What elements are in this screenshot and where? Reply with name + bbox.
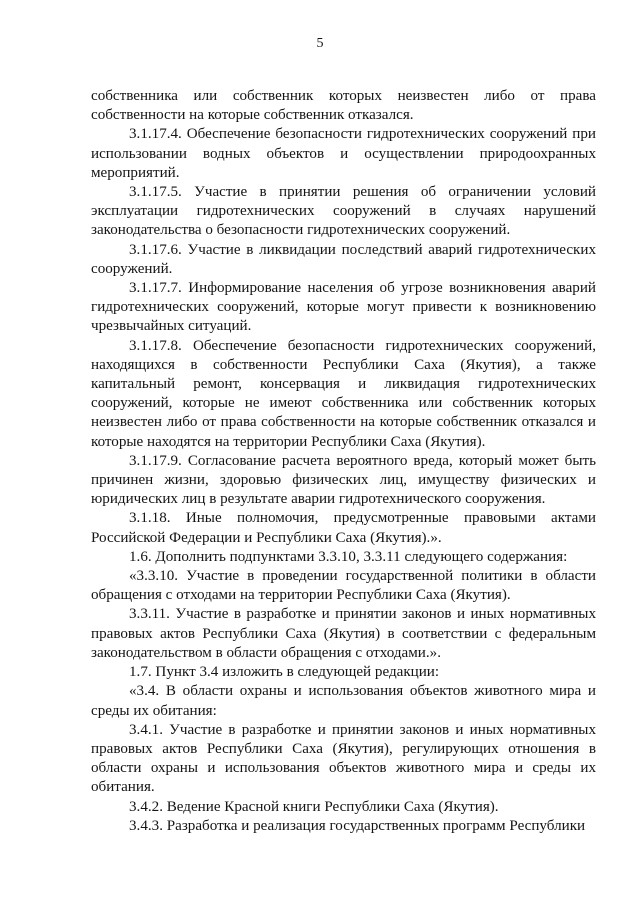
paragraph-3-1-17-5: 3.1.17.5. Участие в принятии решения об ограничении условий эксплуатации гидротехнических сооружений в случаях нарушений законодательства о безопасности гидротехнических сооружений. [91, 184, 596, 239]
paragraph-1-7: 1.7. Пункт 3.4 изложить в следующей редакции: [129, 664, 440, 681]
paragraph-3-4-2: 3.4.2. Ведение Красной книги Республики Саха (Якутия). [129, 798, 499, 815]
paragraph-3-1-17-6: 3.1.17.6. Участие в ликвидации последствий аварий гидротехнических сооружений. [91, 241, 596, 277]
paragraph-3-1-17-7: 3.1.17.7. Информирование населения об угрозе возникновения аварий гидротехнических сооружений, которые могут привести к возникновению чрезвычайных ситуаций. [91, 280, 596, 335]
paragraph-3-3-11: 3.3.11. Участие в разработке и принятии законов и иных нормативных правовых актов Республики Саха (Якутия) в соответствии с федеральным законодательством в области обращения с отходами.». [91, 606, 596, 661]
paragraph-3-4: «3.4. В области охраны и использования объектов животного мира и среды их обитания: [91, 683, 596, 719]
page-number: 5 [316, 36, 324, 51]
document-body [91, 87, 596, 836]
paragraph-3-4-1: 3.4.1. Участие в разработке и принятии законов и иных нормативных правовых актов Республики Саха (Якутия), регулирующих отношения в области охраны и использования объектов животного мира и среды их обитания. [91, 721, 596, 796]
paragraph-3-4-3: 3.4.3. Разработка и реализация государственных программ Республики [129, 817, 586, 834]
paragraph-continuation: собственника или собственник которых неизвестен либо от права собственности на которые собственник отказался. [91, 88, 596, 124]
paragraph-3-1-17-4: 3.1.17.4. Обеспечение безопасности гидротехнических сооружений при использовании водных объектов и осуществлении природоохранных мероприятий. [91, 126, 596, 181]
paragraph-3-1-17-8: 3.1.17.8. Обеспечение безопасности гидротехнических сооружений, находящихся в собственности Республики Саха (Якутия), а также капитальный ремонт, консервация и ликвидация гидротехнических сооружений, которые не имеют собственника или собственник которых неизвестен либо от права собственности на которые собственник отказался и которые находятся на территории Республики Саха (Якутия). [91, 337, 596, 450]
paragraph-1-6: 1.6. Дополнить подпунктами 3.3.10, 3.3.11 следующего содержания: [129, 548, 568, 565]
paragraph-3-1-17-9: 3.1.17.9. Согласование расчета вероятного вреда, который может быть причинен жизни, здоровью физических лиц, имуществу физических и юридических лиц в результате аварии гидротехнического сооружения. [91, 452, 596, 508]
paragraph-3-3-10: «3.3.10. Участие в проведении государственной политики в области обращения с отходами на территории Республики Саха (Якутия). [91, 568, 596, 604]
paragraph-3-1-18: 3.1.18. Иные полномочия, предусмотренные правовыми актами Российской Федерации и Республики Саха (Якутия).». [91, 510, 596, 546]
